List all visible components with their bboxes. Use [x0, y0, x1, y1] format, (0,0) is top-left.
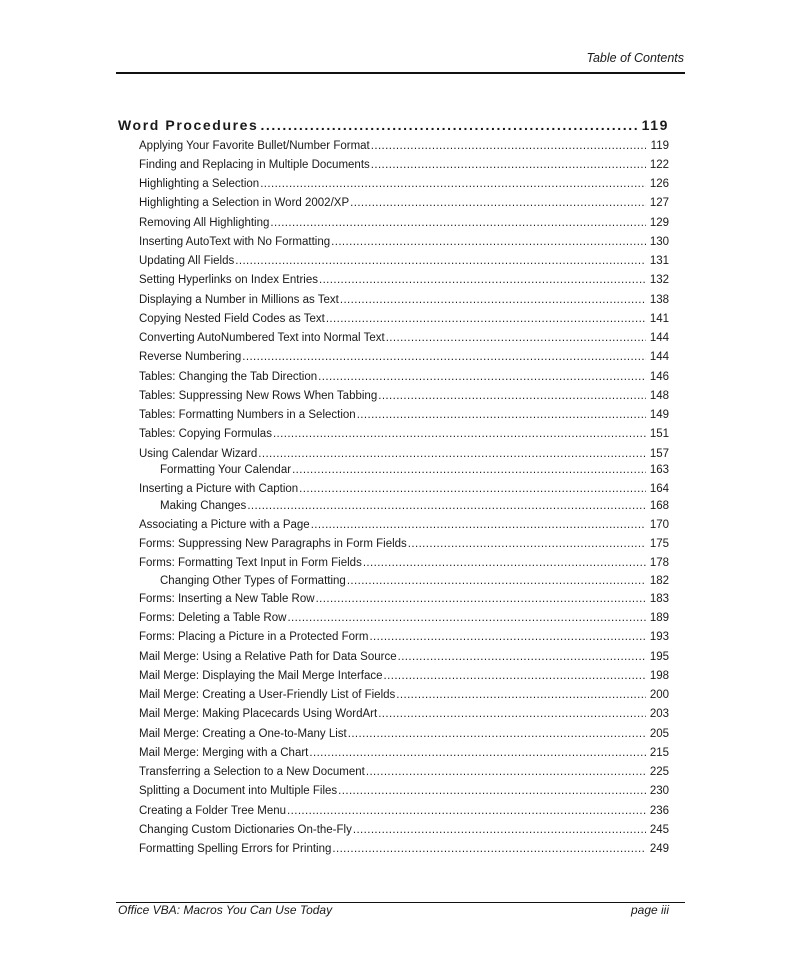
dot-leader: [311, 518, 646, 533]
toc-entry-title: Updating All Fields: [139, 255, 235, 267]
toc-entry-page: 225: [649, 766, 669, 778]
toc-entry: [139, 254, 669, 269]
dot-leader: [347, 574, 646, 589]
toc-entry-page: 163: [649, 464, 669, 476]
dot-leader: [242, 350, 646, 365]
toc-entry-page: 170: [649, 519, 669, 531]
dot-leader: [378, 707, 646, 722]
toc-entry-title: Finding and Replacing in Multiple Documents: [139, 159, 370, 171]
toc-entry-page: 130: [649, 236, 669, 248]
toc-entry-page: 183: [649, 593, 669, 605]
toc-entry: [139, 746, 669, 761]
toc-entry: [139, 650, 669, 665]
section-page-number: 119: [641, 117, 669, 133]
footer-page-number: page iii: [630, 903, 669, 917]
toc-entry: [139, 273, 669, 288]
toc-entry-page: 146: [649, 371, 669, 383]
toc-entry-title: Tables: Changing the Tab Direction: [139, 371, 318, 383]
dot-leader: [260, 177, 646, 192]
dot-leader: [235, 254, 646, 269]
toc-entry-title: Tables: Formatting Numbers in a Selection: [139, 409, 356, 421]
toc-entry-title: Splitting a Document into Multiple Files: [139, 785, 338, 797]
dot-leader: [396, 688, 646, 703]
toc-entry-title: Inserting AutoText with No Formatting: [139, 236, 331, 248]
toc-section-heading: [118, 117, 669, 133]
toc-entry-title: Reverse Numbering: [139, 351, 242, 363]
toc-subentry: [160, 499, 669, 514]
toc-entry-page: 144: [649, 332, 669, 344]
dot-leader: [326, 312, 646, 327]
toc-entry-page: 193: [649, 631, 669, 643]
dot-leader: [371, 139, 646, 154]
toc-entry-title: Forms: Deleting a Table Row: [139, 612, 287, 624]
toc-entry: [139, 688, 669, 703]
toc-entry-title: Copying Nested Field Codes as Text: [139, 313, 325, 325]
dot-leader: [353, 823, 646, 838]
dot-leader: [408, 537, 646, 552]
toc-entry-page: 205: [649, 728, 669, 740]
toc-entry-page: 157: [649, 448, 669, 460]
toc-entry: [139, 518, 669, 533]
toc-entry-title: Converting AutoNumbered Text into Normal Text: [139, 332, 385, 344]
toc-entry: [139, 707, 669, 722]
toc-entry-title: Mail Merge: Using a Relative Path for Data Source: [139, 651, 397, 663]
dot-leader: [348, 727, 646, 742]
toc-entry-page: 164: [649, 483, 669, 495]
toc-entry-title: Mail Merge: Displaying the Mail Merge Interface: [139, 670, 383, 682]
toc-entry-title: Formatting Your Calendar: [160, 464, 292, 476]
toc-entry: [139, 139, 669, 154]
toc-entry-page: 131: [649, 255, 669, 267]
toc-entry-title: Associating a Picture with a Page: [139, 519, 310, 531]
toc-entry-page: 144: [649, 351, 669, 363]
dot-leader: [340, 293, 646, 308]
toc-entry-title: Displaying a Number in Millions as Text: [139, 294, 339, 306]
dot-leader: [332, 842, 646, 857]
dot-leader: [270, 216, 646, 231]
dot-leader: [363, 556, 646, 571]
toc-entry-title: Highlighting a Selection in Word 2002/XP: [139, 197, 350, 209]
toc-entry-page: 200: [649, 689, 669, 701]
dot-leader: [309, 746, 646, 761]
dot-leader: [292, 463, 646, 478]
dot-leader: [273, 427, 646, 442]
footer-book-title: Office VBA: Macros You Can Use Today: [118, 903, 333, 917]
toc-entry: [139, 765, 669, 780]
toc-entry: [139, 389, 669, 404]
toc-entry-page: 195: [649, 651, 669, 663]
dot-leader: [357, 408, 646, 423]
dot-leader: [287, 804, 646, 819]
toc-entry-page: 189: [649, 612, 669, 624]
dot-leader: [384, 669, 646, 684]
toc-entry-title: Mail Merge: Creating a User-Friendly List of Fields: [139, 689, 396, 701]
toc-entry: [139, 331, 669, 346]
dot-leader: [331, 235, 646, 250]
dot-leader: [398, 650, 646, 665]
toc-entry: [139, 784, 669, 799]
toc-entry: [139, 556, 669, 571]
dot-leader: [318, 370, 646, 385]
toc-entry: [139, 842, 669, 857]
toc-entry: [139, 669, 669, 684]
toc-entry-title: Forms: Inserting a New Table Row: [139, 593, 315, 605]
dot-leader: [366, 765, 646, 780]
toc-entry: [139, 727, 669, 742]
toc-entry-title: Forms: Suppressing New Paragraphs in Form Fields: [139, 538, 407, 550]
toc-entry-page: 141: [649, 313, 669, 325]
toc-entry-page: 230: [649, 785, 669, 797]
toc-entry-page: 148: [649, 390, 669, 402]
toc-entry: [139, 592, 669, 607]
toc-entry-title: Removing All Highlighting: [139, 217, 270, 229]
toc-entry-title: Creating a Folder Tree Menu: [139, 805, 287, 817]
toc-entry: [139, 216, 669, 231]
toc-entry: [139, 293, 669, 308]
toc-entry-page: 151: [649, 428, 669, 440]
toc-entry-title: Mail Merge: Creating a One-to-Many List: [139, 728, 347, 740]
running-header: Table of Contents: [586, 51, 684, 65]
dot-leader: [287, 611, 646, 626]
dot-leader: [369, 630, 646, 645]
dot-leader: [350, 196, 646, 211]
toc-entry: [139, 196, 669, 211]
toc-entry: [139, 823, 669, 838]
dot-leader: [371, 158, 646, 173]
toc-entry: [139, 611, 669, 626]
toc-entry-page: 138: [649, 294, 669, 306]
toc-entry-title: Forms: Placing a Picture in a Protected Form: [139, 631, 369, 643]
toc-entry: [139, 158, 669, 173]
toc-entry-title: Using Calendar Wizard: [139, 448, 258, 460]
toc-entry-title: Changing Other Types of Formatting: [160, 575, 346, 587]
toc-entry-page: 245: [649, 824, 669, 836]
toc-entry: [139, 804, 669, 819]
toc-entry-title: Tables: Copying Formulas: [139, 428, 272, 440]
toc-entry-title: Making Changes: [160, 500, 247, 512]
toc-entry: [139, 312, 669, 327]
dot-leader: [260, 117, 639, 133]
toc-entry: [139, 482, 669, 497]
dot-leader: [378, 389, 646, 404]
toc-entry-page: 127: [649, 197, 669, 209]
toc-subentry: [160, 463, 669, 478]
toc-entry-page: 168: [649, 500, 669, 512]
dot-leader: [247, 499, 646, 514]
toc-entry-title: Formatting Spelling Errors for Printing: [139, 843, 332, 855]
header-rule: [116, 72, 685, 74]
toc-entry-page: 249: [649, 843, 669, 855]
toc-entry-page: 175: [649, 538, 669, 550]
toc-entry-title: Mail Merge: Merging with a Chart: [139, 747, 309, 759]
dot-leader: [299, 482, 646, 497]
toc-entry-title: Setting Hyperlinks on Index Entries: [139, 274, 318, 286]
toc-entry-title: Mail Merge: Making Placecards Using WordArt: [139, 708, 378, 720]
dot-leader: [316, 592, 646, 607]
toc-entry-title: Forms: Formatting Text Input in Form Fields: [139, 557, 362, 569]
toc-entry: [139, 537, 669, 552]
toc-entry-title: Changing Custom Dictionaries On-the-Fly: [139, 824, 352, 836]
toc-entry-title: Highlighting a Selection: [139, 178, 260, 190]
toc-entry-page: 126: [649, 178, 669, 190]
toc-entry: [139, 447, 669, 462]
toc-entry-page: 149: [649, 409, 669, 421]
dot-leader: [386, 331, 646, 346]
toc-entry-page: 178: [649, 557, 669, 569]
toc-entry-title: Tables: Suppressing New Rows When Tabbing: [139, 390, 378, 402]
toc-entry-page: 129: [649, 217, 669, 229]
toc-entry-page: 122: [649, 159, 669, 171]
toc-entry-page: 132: [649, 274, 669, 286]
toc-entry-title: Applying Your Favorite Bullet/Number Format: [139, 140, 370, 152]
toc-entry-title: Inserting a Picture with Caption: [139, 483, 299, 495]
toc-entry: [139, 427, 669, 442]
toc-entry: [139, 235, 669, 250]
toc-entry-page: 182: [649, 575, 669, 587]
toc-entry: [139, 630, 669, 645]
toc-entry: [139, 370, 669, 385]
toc-entry: [139, 177, 669, 192]
toc-entry-page: 236: [649, 805, 669, 817]
toc-entry: [139, 350, 669, 365]
toc-entry-page: 203: [649, 708, 669, 720]
dot-leader: [258, 447, 646, 462]
toc-entry: [139, 408, 669, 423]
toc-entry-title: Transferring a Selection to a New Document: [139, 766, 365, 778]
toc-entry-page: 198: [649, 670, 669, 682]
dot-leader: [338, 784, 646, 799]
section-title: Word Procedures: [118, 117, 259, 133]
toc-entry-page: 215: [649, 747, 669, 759]
toc-entry-page: 119: [650, 140, 669, 152]
dot-leader: [319, 273, 646, 288]
toc-subentry: [160, 574, 669, 589]
